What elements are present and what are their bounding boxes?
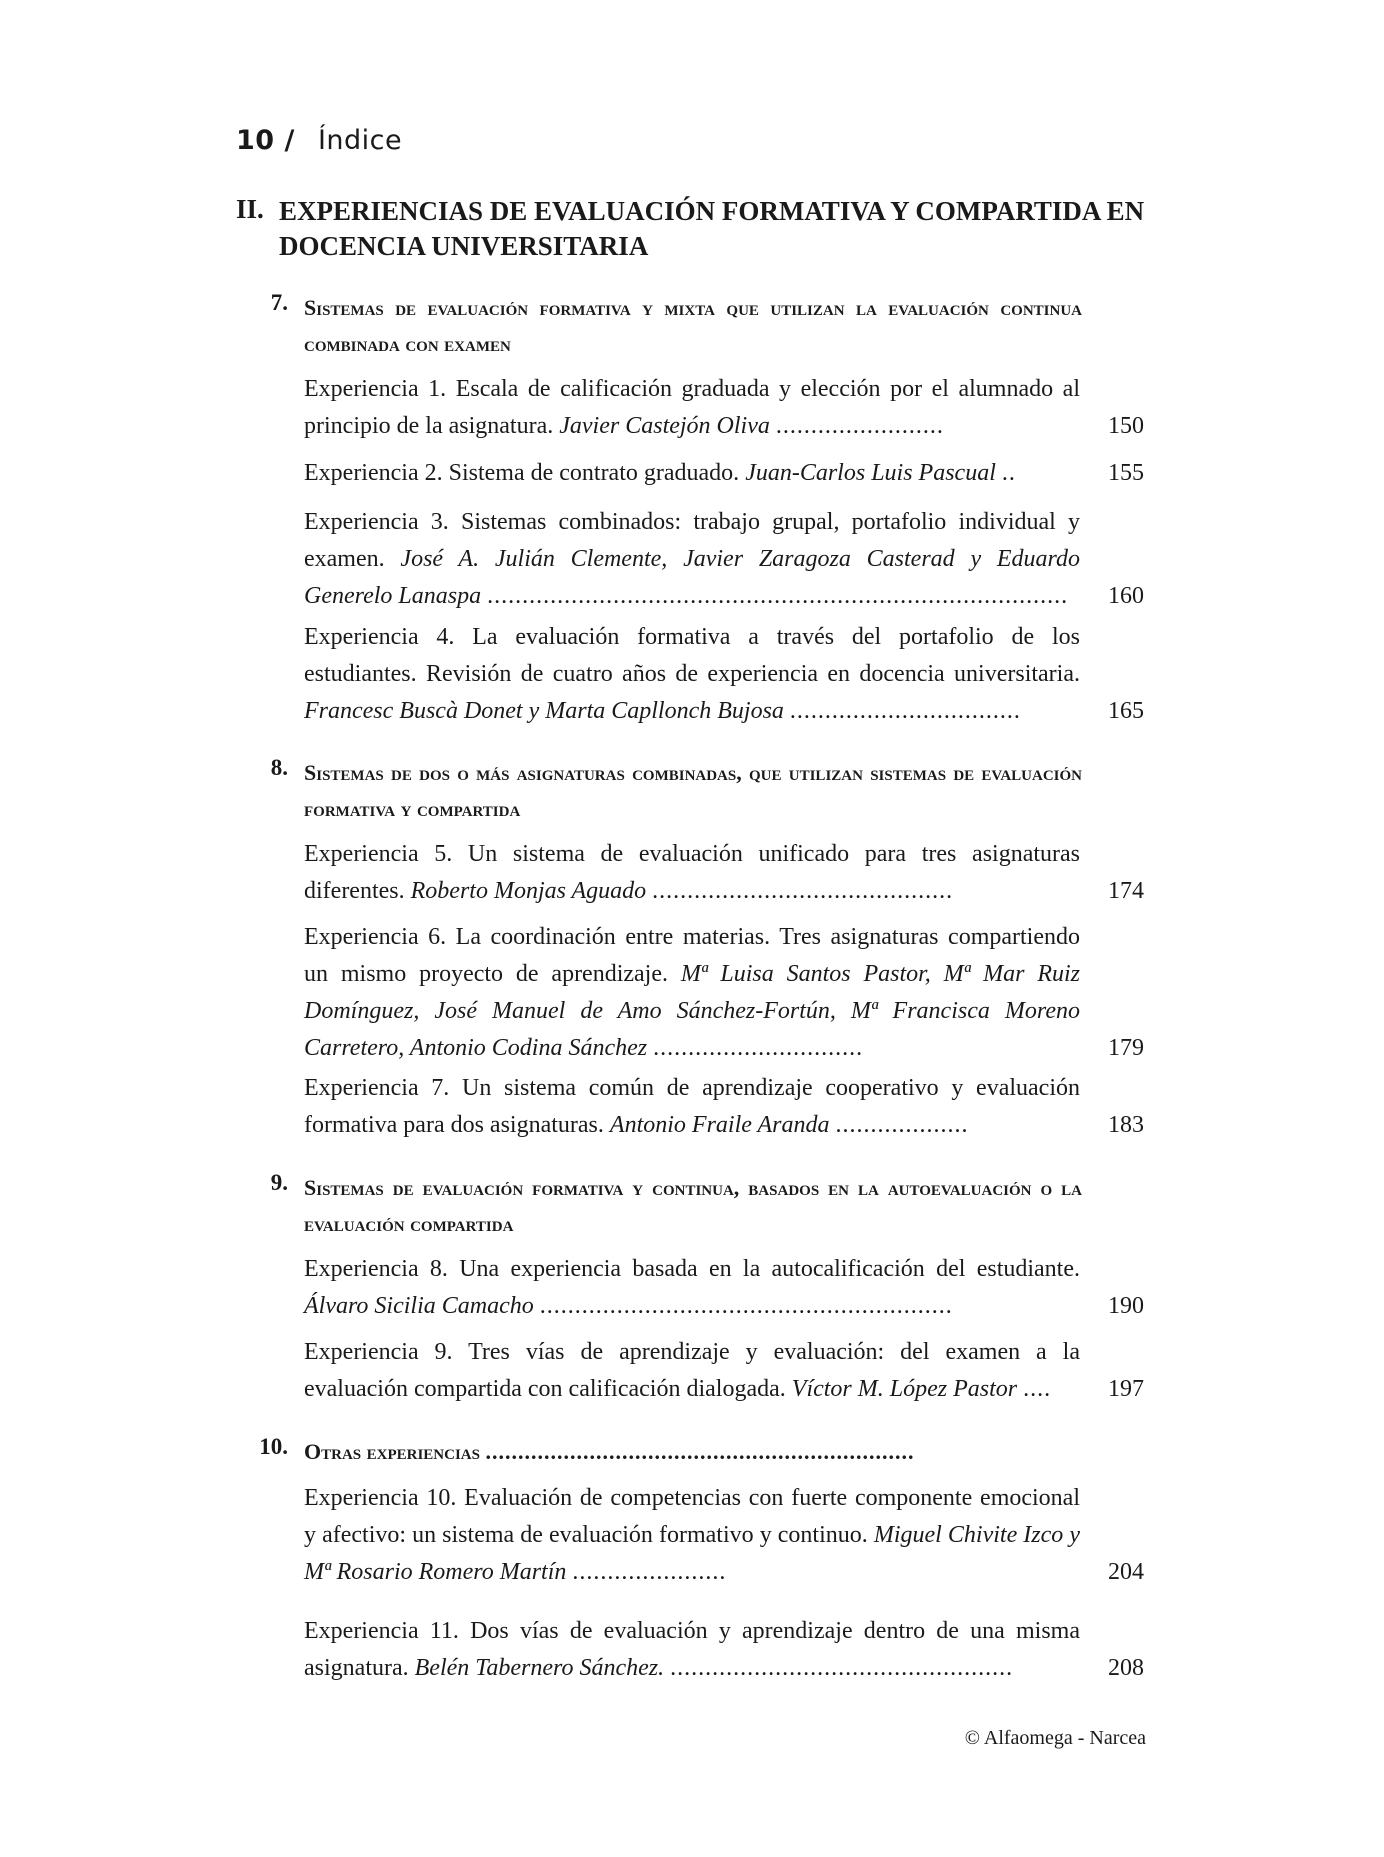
entry-text: Experiencia 10. Evaluación de competencias con fuerte componente emocional y afectivo: un sistema de evaluación formativo y continuo. bbox=[304, 1485, 1080, 1548]
entry-page-number: 204 bbox=[1108, 1559, 1144, 1585]
dot-leader: ................................................................................... bbox=[487, 583, 1069, 609]
toc-entry-5[interactable] bbox=[304, 836, 1144, 910]
toc-entry-11[interactable] bbox=[304, 1613, 1144, 1687]
running-head bbox=[236, 125, 402, 156]
section-number: 7. bbox=[270, 290, 288, 315]
entry-text: Experiencia 6. La coordinación entre materias. Tres asignaturas compartiendo un mismo proyecto de aprendizaje. bbox=[304, 924, 1080, 987]
dot-leader: ................................. bbox=[789, 698, 1021, 724]
entry-authors: José A. Julián Clemente, Javier Zaragoza Casterad y Eduardo Generelo Lanaspa bbox=[304, 546, 1080, 609]
entry-text: Experiencia 11. Dos vías de evaluación y aprendizaje dentro de una misma asignatura. bbox=[304, 1618, 1080, 1681]
dot-leader: ........................ bbox=[775, 413, 944, 439]
entry-page-number: 160 bbox=[1108, 583, 1144, 609]
section-8-heading bbox=[260, 755, 1082, 827]
entry-text: Experiencia 3. Sistemas combinados: trabajo grupal, portafolio individual y examen. bbox=[304, 509, 1080, 572]
entry-page-number: 197 bbox=[1108, 1376, 1144, 1402]
entry-authors: Roberto Monjas Aguado bbox=[410, 878, 647, 904]
entry-authors: Belén Tabernero Sánchez. bbox=[414, 1655, 665, 1681]
entry-text: Experiencia 7. Un sistema común de aprendizaje cooperativo y evaluación formativa para dos asignaturas. bbox=[304, 1075, 1080, 1138]
section-9-heading bbox=[260, 1170, 1082, 1242]
toc-entry-3[interactable] bbox=[304, 504, 1144, 615]
section-10-heading bbox=[260, 1434, 1082, 1470]
entry-text: Experiencia 5. Un sistema de evaluación unificado para tres asignaturas diferentes. bbox=[304, 841, 1080, 904]
part-heading bbox=[236, 194, 1146, 264]
section-title: Sistemas de dos o más asignaturas combinadas, que utilizan sistemas de evaluación formativa y compartida bbox=[304, 760, 1082, 821]
part-number: II. bbox=[236, 194, 264, 224]
toc-entry-8[interactable] bbox=[304, 1251, 1144, 1325]
entry-page-number: 183 bbox=[1108, 1112, 1144, 1138]
entry-text: Experiencia 8. Una experiencia basada en la autocalificación del estudiante. bbox=[304, 1256, 1080, 1282]
entry-authors: Javier Castejón Oliva bbox=[559, 413, 770, 439]
entry-page-number: 179 bbox=[1108, 1035, 1144, 1061]
section-title: Sistemas de evaluación formativa y mixta que utilizan la evaluación continua combinada con examen bbox=[304, 295, 1082, 356]
entry-authors: Víctor M. López Pastor bbox=[791, 1376, 1018, 1402]
dot-leader: .............................. bbox=[653, 1035, 864, 1061]
entry-authors: Álvaro Sicilia Camacho bbox=[304, 1293, 534, 1319]
toc-entry-4[interactable] bbox=[304, 619, 1144, 730]
entry-page-number: 150 bbox=[1108, 413, 1144, 439]
toc-entry-2[interactable] bbox=[304, 455, 1144, 492]
dot-leader: .... bbox=[1023, 1376, 1052, 1402]
entry-text: Experiencia 4. La evaluación formativa a través del portafolio de los estudiantes. Revisión de cuatro años de experiencia en docencia universitaria. bbox=[304, 624, 1080, 687]
toc-entry-9[interactable] bbox=[304, 1334, 1144, 1408]
entry-authors: Mª Luisa Santos Pastor, Mª Mar Ruiz Domínguez, José Manuel de Amo Sánchez-Fortún, Mª Francisca Moreno Carretero, Antonio Codina Sánchez bbox=[304, 961, 1081, 1061]
section-number: 8. bbox=[270, 755, 288, 780]
entry-page-number: 165 bbox=[1108, 698, 1144, 724]
entry-authors: Antonio Fraile Aranda bbox=[609, 1112, 830, 1138]
dot-leader: .................................................................. bbox=[485, 1439, 915, 1464]
entry-page-number: 208 bbox=[1108, 1655, 1144, 1681]
running-head-title: Índice bbox=[317, 125, 403, 156]
entry-text: Experiencia 1. Escala de calificación graduada y elección por el alumnado al principio de la asignatura. bbox=[304, 376, 1080, 439]
running-head-page-number: 10 / bbox=[236, 125, 295, 156]
section-title: Otras experiencias bbox=[304, 1439, 480, 1464]
entry-authors: Francesc Buscà Donet y Marta Capllonch Bujosa bbox=[304, 698, 784, 724]
section-number: 9. bbox=[270, 1170, 288, 1195]
entry-authors: Miguel Chivite Izco y Mª Rosario Romero Martín bbox=[304, 1522, 1080, 1585]
toc-entry-10[interactable] bbox=[304, 1480, 1144, 1591]
toc-entry-6[interactable] bbox=[304, 919, 1144, 1067]
entry-page-number: 190 bbox=[1108, 1293, 1144, 1319]
section-title-row bbox=[304, 1434, 1082, 1470]
dot-leader: ...................... bbox=[572, 1559, 727, 1585]
dot-leader: ................... bbox=[835, 1112, 969, 1138]
entry-authors: Juan-Carlos Luis Pascual bbox=[745, 460, 996, 486]
section-7-heading bbox=[260, 290, 1082, 362]
dot-leader: ........................................................... bbox=[539, 1293, 953, 1319]
entry-text: Experiencia 9. Tres vías de aprendizaje y evaluación: del examen a la evaluación compartida con calificación dialogada. bbox=[304, 1339, 1080, 1402]
entry-text: Experiencia 2. Sistema de contrato graduado. bbox=[304, 460, 740, 486]
part-title: EXPERIENCIAS DE EVALUACIÓN FORMATIVA Y COMPARTIDA EN DOCENCIA UNIVERSITARIA bbox=[279, 196, 1145, 261]
copyright-footer: © Alfaomega - Narcea bbox=[964, 1727, 1146, 1749]
dot-leader: ................................................. bbox=[670, 1655, 1014, 1681]
dot-leader: .. bbox=[1001, 460, 1016, 486]
toc-entry-1[interactable] bbox=[304, 371, 1144, 445]
entry-page-number: 174 bbox=[1108, 878, 1144, 904]
section-number: 10. bbox=[259, 1434, 288, 1459]
dot-leader: ........................................... bbox=[652, 878, 954, 904]
section-title: Sistemas de evaluación formativa y continua, basados en la autoevaluación o la evaluación compartida bbox=[304, 1175, 1082, 1236]
entry-page-number: 155 bbox=[1108, 460, 1144, 486]
toc-entry-7[interactable] bbox=[304, 1070, 1144, 1144]
